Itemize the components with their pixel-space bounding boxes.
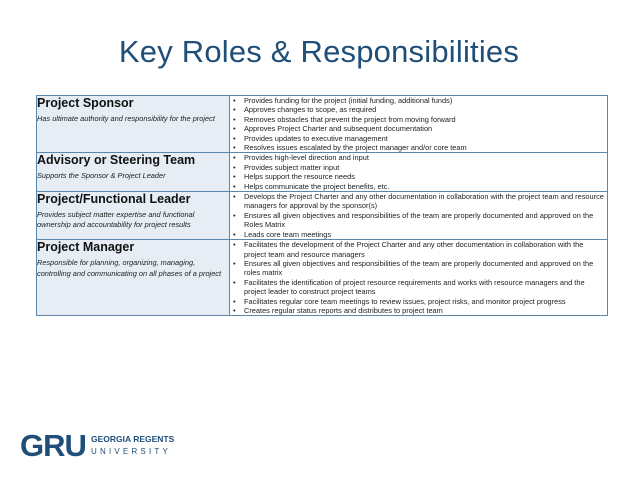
- responsibility-text: Approves Project Charter and subsequent documentation: [244, 124, 433, 134]
- responsibility-item: [230, 259, 607, 278]
- responsibility-list: [230, 240, 607, 315]
- responsibility-list: [230, 192, 607, 239]
- bullet-icon: •: [233, 114, 236, 124]
- responsibility-item: [230, 182, 607, 191]
- responsibility-text: Provides funding for the project (initial funding, additional funds): [244, 96, 453, 105]
- role-row: [37, 240, 608, 316]
- responsibility-text: Provides updates to executive management: [244, 133, 388, 143]
- role-cell: [37, 192, 230, 240]
- role-row: [37, 192, 608, 240]
- role-name: Project Sponsor: [37, 96, 134, 110]
- bullet-icon: •: [233, 105, 236, 115]
- bullet-icon: •: [233, 277, 236, 287]
- role-name: Advisory or Steering Team: [37, 153, 196, 168]
- responsibility-item: [230, 124, 607, 133]
- bullet-icon: •: [233, 124, 236, 134]
- role-name: Project/Functional Leader: [37, 192, 191, 207]
- university-logo: [20, 426, 260, 466]
- role-cell: [37, 153, 230, 192]
- responsibility-text: Provides high-level direction and input: [244, 153, 369, 163]
- role-cell: [37, 240, 230, 316]
- bullet-icon: •: [233, 172, 236, 182]
- responsibility-text: Facilitates regular core team meetings to review issues, project risks, and monitor project progress: [244, 296, 566, 306]
- responsibility-text: Provides subject matter input: [244, 162, 340, 172]
- responsibility-text: Helps support the resource needs: [244, 172, 355, 182]
- bullet-icon: •: [233, 96, 236, 105]
- role-description: Provides subject matter expertise and functional ownership and accountability for project results: [37, 210, 195, 230]
- bullet-icon: •: [233, 162, 236, 172]
- responsibility-item: [230, 306, 607, 315]
- bullet-icon: •: [233, 229, 236, 239]
- responsibility-item: [230, 153, 607, 162]
- responsibility-text: Leads core team meetings: [244, 229, 332, 239]
- responsibility-item: [230, 143, 607, 152]
- responsibility-text: Creates regular status reports and distributes to project team: [244, 305, 443, 315]
- role-row: [37, 153, 608, 192]
- responsibility-item: [230, 211, 607, 230]
- role-description: Supports the Sponsor & Project Leader: [37, 171, 166, 181]
- role-cell: [37, 96, 230, 153]
- responsibility-text: Ensures all given objectives and responsibilities of the team are properly documented and approved on the Roles Matrix: [244, 210, 594, 230]
- bullet-icon: •: [233, 210, 236, 220]
- responsibility-item: [230, 230, 607, 239]
- responsibility-item: [230, 115, 607, 124]
- responsibility-text: Ensures all given objectives and responsibilities of the team are properly documented and approved on the roles matrix: [244, 258, 594, 278]
- slide-title: Key Roles & Responsibilities: [118, 34, 520, 69]
- responsibility-text: Approves changes to scope, as required: [244, 105, 377, 115]
- responsibility-text: Facilitates the identification of project resource requirements and works with resource managers and the project leader to construct project teams: [244, 277, 585, 297]
- role-description: Has ultimate authority and responsibility for the project: [37, 114, 215, 123]
- responsibility-item: [230, 240, 607, 259]
- bullet-icon: •: [233, 305, 236, 315]
- bullet-icon: •: [233, 181, 236, 191]
- responsibilities-cell: [230, 96, 608, 153]
- responsibility-item: [230, 297, 607, 306]
- responsibility-item: [230, 278, 607, 297]
- bullet-icon: •: [233, 258, 236, 268]
- responsibility-text: Removes obstacles that prevent the project from moving forward: [244, 114, 456, 124]
- logo-mark: GRU: [20, 428, 86, 463]
- role-description: Responsible for planning, organizing, managing, controlling and communicating on all phases of a project: [37, 258, 222, 278]
- responsibility-text: Resolves issues escalated by the project manager and/or core team: [244, 143, 467, 153]
- role-name: Project Manager: [37, 240, 135, 255]
- bullet-icon: •: [233, 192, 236, 202]
- responsibility-item: [230, 163, 607, 172]
- responsibility-text: Develops the Project Charter and any other documentation in collaboration with the project team and resource managers for approval by the sponsor(s): [244, 192, 604, 211]
- responsibility-text: Helps communicate the project benefits, etc.: [244, 181, 390, 191]
- bullet-icon: •: [233, 240, 236, 250]
- bullet-icon: •: [233, 153, 236, 163]
- responsibility-text: Facilitates the development of the Project Charter and any other documentation in collaboration with the project team and resource managers: [244, 240, 584, 259]
- responsibility-list: [230, 96, 607, 152]
- roles-table: [36, 95, 608, 316]
- responsibilities-cell: [230, 240, 608, 316]
- responsibility-item: [230, 105, 607, 114]
- responsibilities-cell: [230, 153, 608, 192]
- responsibility-list: [230, 153, 607, 191]
- bullet-icon: •: [233, 296, 236, 306]
- logo-name: GEORGIA REGENTS: [91, 434, 175, 444]
- responsibility-item: [230, 172, 607, 181]
- logo-subname: UNIVERSITY: [91, 447, 172, 456]
- bullet-icon: •: [233, 133, 236, 143]
- responsibility-item: [230, 134, 607, 143]
- responsibilities-cell: [230, 192, 608, 240]
- responsibility-item: [230, 96, 607, 105]
- responsibility-item: [230, 192, 607, 211]
- role-row: [37, 96, 608, 153]
- bullet-icon: •: [233, 143, 236, 153]
